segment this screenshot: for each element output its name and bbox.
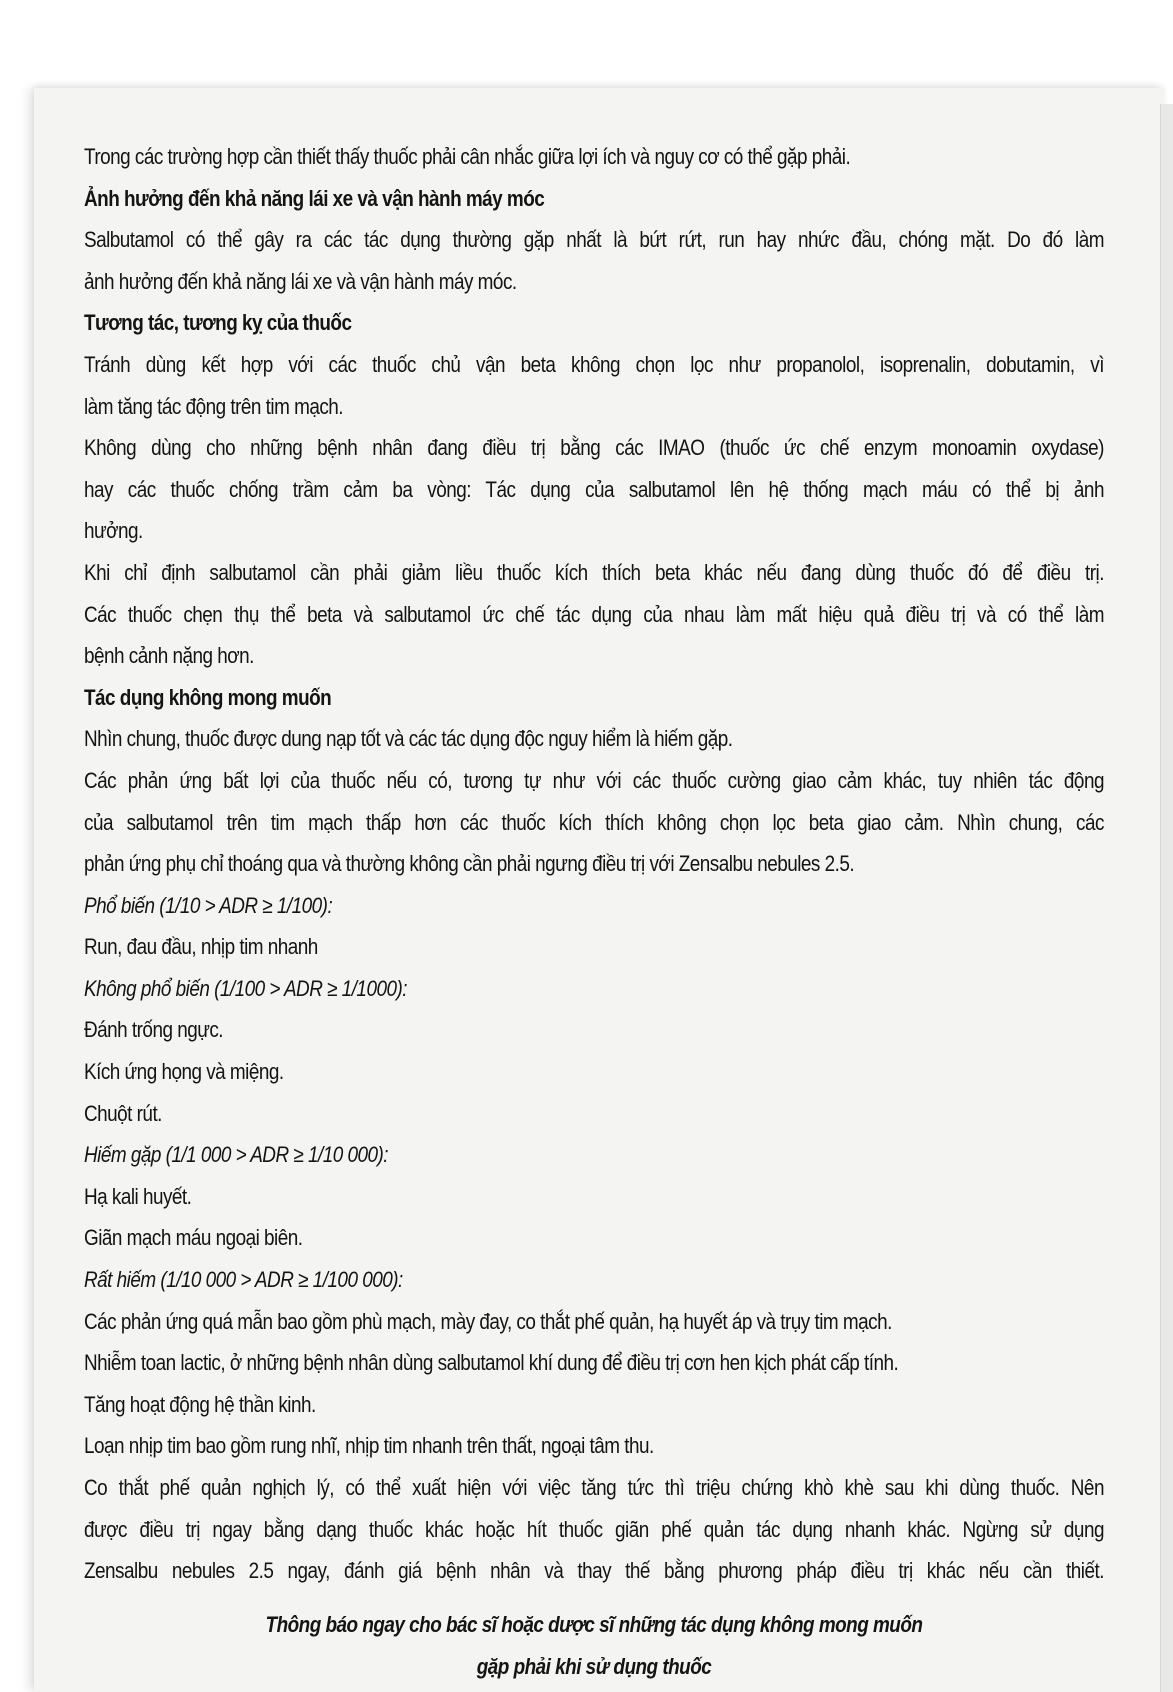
body-text-line: được điều trị ngay bằng dạng thuốc khác hoặc hít thuốc giãn phế quản tác dụng nhanh khác. Ngừng sử dụng [84,1516,1104,1542]
body-text-line: làm tăng tác động trên tim mạch. [84,393,344,419]
body-text-line: Không dùng cho những bệnh nhân đang điều trị bằng các IMAO (thuốc ức chế enzym monoamin oxydase) [84,435,1104,461]
body-text-line: Khi chỉ định salbutamol cần phải giảm liều thuốc kích thích beta khác nếu đang dùng thuốc đó để điều trị. [84,559,1104,585]
body-text-line: Tăng hoạt động hệ thần kinh. [84,1391,316,1417]
body-text-line: của salbutamol trên tim mạch thấp hơn các thuốc kích thích không chọn lọc beta giao cảm. Nhìn chung, các [84,809,1104,835]
body-text-line: Các thuốc chẹn thụ thể beta và salbutamol ức chế tác dụng của nhau làm mất hiệu quả điều trị và có thể làm [84,601,1104,627]
body-text-line: Đánh trống ngực. [84,1017,224,1043]
frequency-heading: Rất hiếm (1/10 000 > ADR ≥ 1/100 000): [84,1267,403,1293]
notice-block [84,1604,1104,1688]
body-text-line: phản ứng phụ chỉ thoáng qua và thường không cần phải ngưng điều trị với Zensalbu nebules 2.5. [84,851,855,877]
body-text-line: Co thắt phế quản nghịch lý, có thể xuất hiện với việc tăng tức thì triệu chứng khò khè sau khi dùng thuốc. Nên [84,1475,1104,1500]
section-heading: Tác dụng không mong muốn [84,684,332,710]
body-text-line: Chuột rút. [84,1100,162,1126]
body-text-line: bệnh cảnh nặng hơn. [84,643,254,669]
body-text-line: Zensalbu nebules 2.5 ngay, đánh giá bệnh nhân và thay thế bằng phương pháp điều trị khác nếu cần thiết. [84,1558,1104,1584]
section-heading: Tương tác, tương kỵ của thuốc [84,310,352,336]
body-text-line: Salbutamol có thể gây ra các tác dụng thường gặp nhất là bứt rứt, run hay nhức đầu, chóng mặt. Do đó làm [84,227,1104,253]
body-text-line: Nhìn chung, thuốc được dung nạp tốt và các tác dụng độc nguy hiểm là hiếm gặp. [84,726,733,752]
body-text-line: Loạn nhịp tim bao gồm rung nhĩ, nhịp tim nhanh trên thất, ngoại tâm thu. [84,1433,654,1459]
frequency-heading: Không phổ biến (1/100 > ADR ≥ 1/1000): [84,975,407,1001]
adjacent-page-edge [1160,104,1173,1692]
body-text-line: Kích ứng họng và miệng. [84,1059,284,1085]
body-text-line: Tránh dùng kết hợp với các thuốc chủ vận beta không chọn lọc như propanolol, isoprenalin, dobutamin, vì [84,351,1104,377]
body-text-line: hay các thuốc chống trầm cảm ba vòng: Tác dụng của salbutamol lên hệ thống mạch máu có thể bị ảnh [84,476,1104,502]
body-text-line: Các phản ứng quá mẫn bao gồm phù mạch, mày đay, co thắt phế quản, hạ huyết áp và trụy tim mạch. [84,1308,892,1334]
frequency-heading: Phổ biến (1/10 > ADR ≥ 1/100): [84,892,333,918]
body-text-line: ảnh hưởng đến khả năng lái xe và vận hành máy móc. [84,268,517,294]
body-text-line: Nhiễm toan lactic, ở những bệnh nhân dùng salbutamol khí dung để điều trị cơn hen kịch phát cấp tính. [84,1350,899,1376]
body-text-line: Hạ kali huyết. [84,1183,192,1209]
section-heading: Ảnh hưởng đến khả năng lái xe và vận hành máy móc [84,185,545,211]
notice-line-2: gặp phải khi sử dụng thuốc [476,1654,712,1679]
document-body [84,136,1104,1592]
body-text-line: Giãn mạch máu ngoại biên. [84,1225,303,1251]
body-text-line: hưởng. [84,518,143,544]
body-text-line: Các phản ứng bất lợi của thuốc nếu có, tương tự như với các thuốc cường giao cảm khác, tuy nhiên tác động [84,767,1104,793]
notice-line-1: Thông báo ngay cho bác sĩ hoặc dược sĩ những tác dụng không mong muốn [265,1612,923,1637]
frequency-heading: Hiếm gặp (1/1 000 > ADR ≥ 1/10 000): [84,1142,388,1168]
body-text-line: Trong các trường hợp cần thiết thấy thuốc phải cân nhắc giữa lợi ích và nguy cơ có thể gặp phải. [84,144,851,169]
body-text-line: Run, đau đầu, nhịp tim nhanh [84,934,318,960]
